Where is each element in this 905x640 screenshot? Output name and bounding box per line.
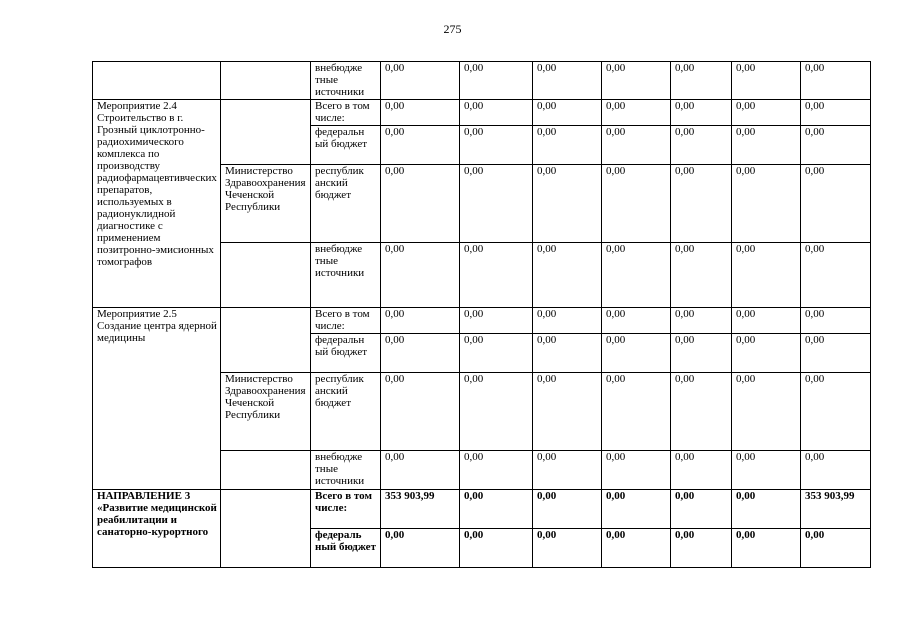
value-cell: 0,00 <box>732 308 801 334</box>
value-cell: 0,00 <box>732 126 801 165</box>
value-cell: 0,00 <box>671 165 732 243</box>
value-cell: 0,00 <box>460 126 533 165</box>
value-cell: 0,00 <box>602 373 671 451</box>
value-cell: 0,00 <box>533 100 602 126</box>
activity-cell: Мероприятие 2.5 Создание центра ядерной медицины <box>93 308 221 490</box>
value-cell: 0,00 <box>732 490 801 529</box>
value-cell: 0,00 <box>671 62 732 100</box>
value-cell: 0,00 <box>732 165 801 243</box>
value-cell: 0,00 <box>460 451 533 490</box>
value-cell: 0,00 <box>671 243 732 308</box>
value-cell: 0,00 <box>801 62 871 100</box>
funding-source-cell: федеральн ый бюджет <box>311 126 381 165</box>
value-cell: 0,00 <box>533 62 602 100</box>
value-cell: 0,00 <box>533 165 602 243</box>
funding-source-cell: Всего в том числе: <box>311 490 381 529</box>
value-cell: 0,00 <box>533 451 602 490</box>
value-cell: 0,00 <box>671 334 732 373</box>
value-cell: 0,00 <box>381 334 460 373</box>
value-cell: 0,00 <box>533 243 602 308</box>
value-cell: 0,00 <box>381 308 460 334</box>
executor-cell <box>221 100 311 165</box>
activity-cell <box>93 62 221 100</box>
value-cell: 0,00 <box>460 100 533 126</box>
value-cell: 0,00 <box>671 126 732 165</box>
table-row <box>93 62 871 100</box>
value-cell: 0,00 <box>671 100 732 126</box>
value-cell: 0,00 <box>732 334 801 373</box>
value-cell: 0,00 <box>460 243 533 308</box>
value-cell: 0,00 <box>732 451 801 490</box>
value-cell: 0,00 <box>533 308 602 334</box>
value-cell: 0,00 <box>460 334 533 373</box>
page-number: 275 <box>443 22 462 36</box>
value-cell: 0,00 <box>732 373 801 451</box>
executor-cell <box>221 490 311 568</box>
value-cell: 0,00 <box>602 334 671 373</box>
value-cell: 0,00 <box>732 62 801 100</box>
value-cell: 0,00 <box>671 490 732 529</box>
executor-cell <box>221 451 311 490</box>
value-cell: 0,00 <box>732 529 801 568</box>
funding-source-cell: внебюдже тные источники <box>311 62 381 100</box>
value-cell: 0,00 <box>602 62 671 100</box>
funding-source-cell: федеральн ый бюджет <box>311 334 381 373</box>
value-cell: 0,00 <box>381 100 460 126</box>
value-cell: 0,00 <box>602 490 671 529</box>
funding-source-cell: федераль ный бюджет <box>311 529 381 568</box>
value-cell: 0,00 <box>602 243 671 308</box>
value-cell: 0,00 <box>533 126 602 165</box>
value-cell: 0,00 <box>460 529 533 568</box>
value-cell: 0,00 <box>460 62 533 100</box>
value-cell: 0,00 <box>671 308 732 334</box>
value-cell: 0,00 <box>602 451 671 490</box>
value-cell: 0,00 <box>602 529 671 568</box>
value-cell: 0,00 <box>460 490 533 529</box>
funding-source-cell: внебюдже тные источники <box>311 451 381 490</box>
value-cell: 0,00 <box>381 373 460 451</box>
funding-source-cell: Всего в том числе: <box>311 308 381 334</box>
funding-source-cell: республик анский бюджет <box>311 165 381 243</box>
executor-cell <box>221 308 311 373</box>
value-cell: 0,00 <box>671 529 732 568</box>
funding-source-cell: Всего в том числе: <box>311 100 381 126</box>
value-cell: 0,00 <box>381 243 460 308</box>
value-cell: 0,00 <box>460 308 533 334</box>
table-row <box>93 100 871 126</box>
value-cell: 0,00 <box>460 373 533 451</box>
funding-source-cell: внебюдже тные источники <box>311 243 381 308</box>
funding-source-cell: республик анский бюджет <box>311 373 381 451</box>
value-cell: 0,00 <box>381 62 460 100</box>
value-cell: 0,00 <box>381 451 460 490</box>
value-cell: 0,00 <box>381 165 460 243</box>
value-cell: 0,00 <box>801 165 871 243</box>
activity-cell: НАПРАВЛЕНИЕ 3 «Развитие медицинской реабилитации и санаторно-курортного <box>93 490 221 568</box>
value-cell: 0,00 <box>801 126 871 165</box>
executor-cell <box>221 62 311 100</box>
value-cell: 0,00 <box>801 308 871 334</box>
executor-cell <box>221 243 311 308</box>
value-cell: 0,00 <box>602 165 671 243</box>
value-cell: 0,00 <box>602 308 671 334</box>
value-cell: 0,00 <box>602 100 671 126</box>
value-cell: 0,00 <box>671 451 732 490</box>
value-cell: 0,00 <box>801 243 871 308</box>
budget-table <box>92 61 871 568</box>
table-row <box>93 490 871 529</box>
value-cell: 0,00 <box>533 373 602 451</box>
activity-cell: Мероприятие 2.4 Строительство в г. Грозный циклотронно-радиохимического комплекса по производству радиофармацевтивческих препаратов, используемых в радионуклидной диагностике с применением позитронно-эмисионных томографов <box>93 100 221 308</box>
value-cell: 0,00 <box>460 165 533 243</box>
executor-cell: Министерство Здравоохранения Чеченской Республики <box>221 373 311 451</box>
value-cell: 353 903,99 <box>381 490 460 529</box>
value-cell: 0,00 <box>801 334 871 373</box>
value-cell: 0,00 <box>602 126 671 165</box>
value-cell: 0,00 <box>801 529 871 568</box>
value-cell: 0,00 <box>801 373 871 451</box>
value-cell: 0,00 <box>671 373 732 451</box>
executor-cell: Министерство Здравоохранения Чеченской Республики <box>221 165 311 243</box>
value-cell: 0,00 <box>732 100 801 126</box>
value-cell: 0,00 <box>801 451 871 490</box>
value-cell: 0,00 <box>381 126 460 165</box>
table-row <box>93 308 871 334</box>
value-cell: 353 903,99 <box>801 490 871 529</box>
value-cell: 0,00 <box>801 100 871 126</box>
value-cell: 0,00 <box>381 529 460 568</box>
value-cell: 0,00 <box>533 490 602 529</box>
value-cell: 0,00 <box>732 243 801 308</box>
value-cell: 0,00 <box>533 529 602 568</box>
value-cell: 0,00 <box>533 334 602 373</box>
